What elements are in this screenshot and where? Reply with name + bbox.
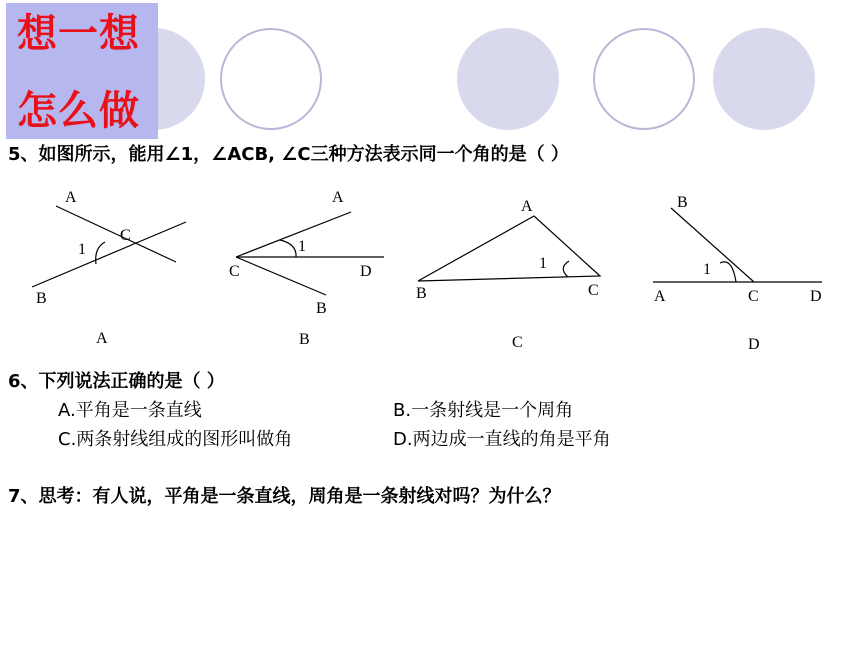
figure-b-label-b: B	[316, 300, 327, 317]
figure-b	[236, 212, 384, 295]
figure-b-angle-arc	[280, 240, 296, 257]
question-7: 7、思考：有人说，平角是一条直线，周角是一条射线对吗？为什么？	[8, 486, 561, 507]
figure-c-angle-arc	[563, 261, 569, 277]
question-6: 6、下列说法正确的是（ ）	[8, 371, 225, 392]
figure-b-ray-cb	[236, 257, 326, 295]
figure-b-ray-ca	[236, 212, 351, 257]
figure-d-label-a: A	[654, 288, 666, 305]
figure-c-triangle	[418, 216, 600, 281]
figure-d-caption: D	[748, 336, 760, 353]
figure-c-label-b: B	[416, 285, 427, 302]
figure-a	[32, 206, 186, 287]
figure-b-label-c: C	[229, 263, 240, 280]
figure-c-label-1: 1	[539, 255, 547, 272]
figure-a-label-c: C	[120, 227, 131, 244]
figure-d-label-c: C	[748, 288, 759, 305]
question-6-option-d: D.两边成一直线的角是平角	[393, 429, 611, 450]
figure-a-label-b: B	[36, 290, 47, 307]
figure-c-label-a: A	[521, 198, 533, 215]
figure-d	[653, 208, 822, 282]
figure-b-label-a: A	[332, 189, 344, 206]
figure-a-caption: A	[96, 330, 108, 347]
figure-d-ray-cb	[671, 208, 754, 282]
figure-b-caption: B	[299, 331, 310, 348]
question-6-option-b: B.一条射线是一个周角	[393, 400, 574, 421]
question-5: 5、如图所示，能用∠1，∠ACB, ∠C三种方法表示同一个角的是（ ）	[8, 144, 569, 165]
figure-d-label-b: B	[677, 194, 688, 211]
figure-a-angle-arc	[96, 242, 105, 264]
figure-a-label-1: 1	[78, 241, 86, 258]
question-6-option-a: A.平角是一条直线	[58, 400, 202, 421]
question-6-option-c: C.两条射线组成的图形叫做角	[58, 429, 293, 450]
figure-b-label-d: D	[360, 263, 372, 280]
figure-d-angle-arc	[720, 262, 736, 282]
figure-b-label-1: 1	[298, 238, 306, 255]
figure-c	[418, 216, 600, 281]
figure-d-label-1: 1	[703, 261, 711, 278]
title-line-2: 怎么做	[17, 88, 140, 134]
figure-c-caption: C	[512, 334, 523, 351]
figure-a-line-2	[32, 222, 186, 287]
figure-a-label-a: A	[65, 189, 77, 206]
figure-d-label-d: D	[810, 288, 822, 305]
figure-c-label-c: C	[588, 282, 599, 299]
title-line-1: 想一想	[17, 11, 140, 57]
